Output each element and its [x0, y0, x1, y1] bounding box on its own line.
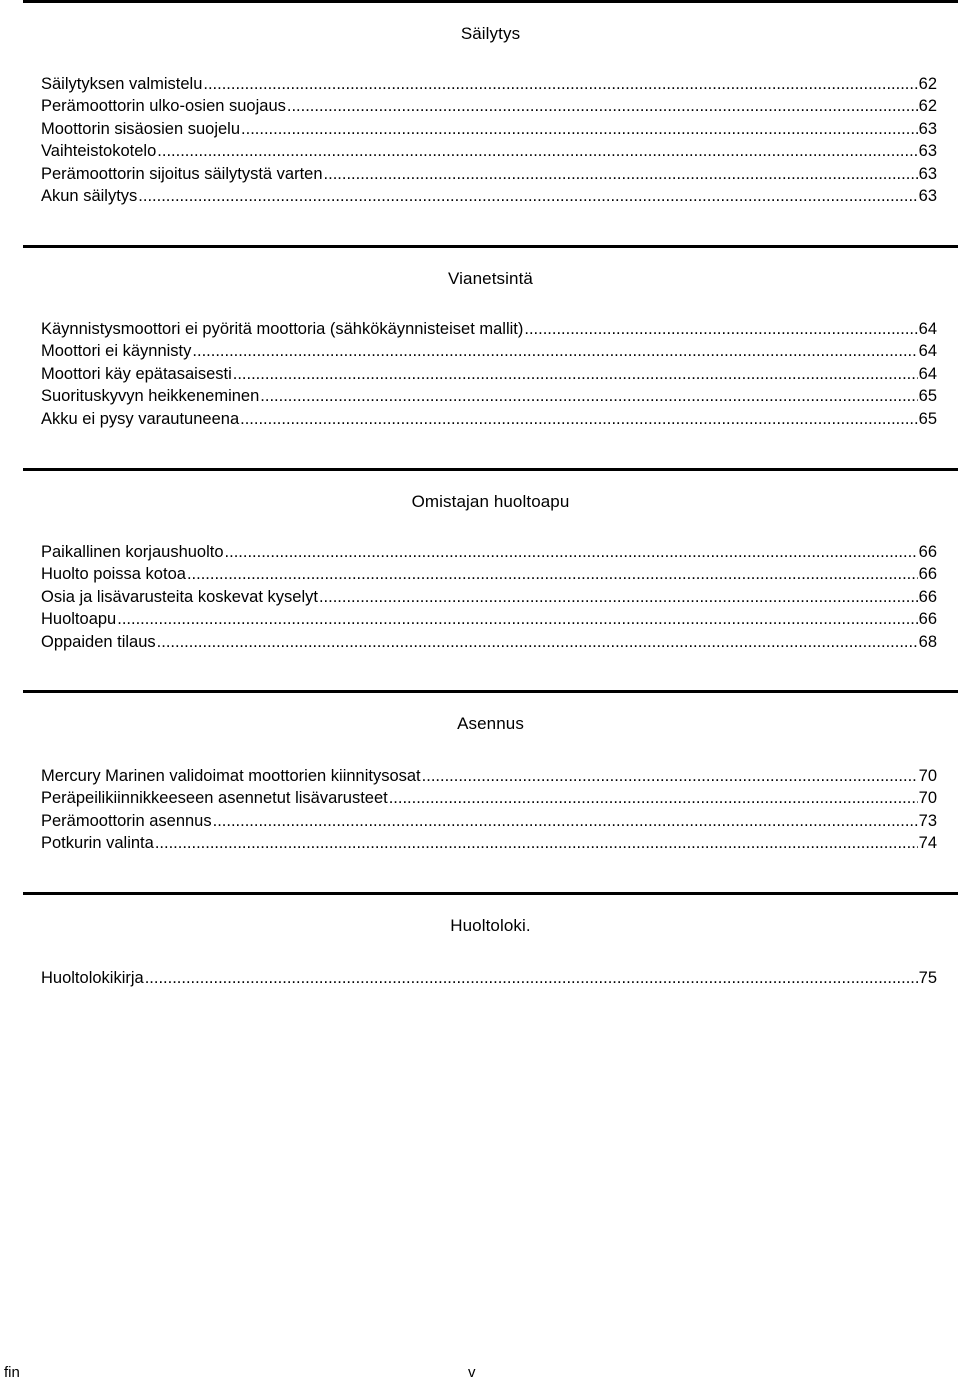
toc-entries	[41, 765, 937, 855]
section-rule	[23, 245, 958, 248]
footer-language: fin	[4, 1364, 20, 1381]
dot-leader	[155, 832, 918, 854]
toc-entry-title: Käynnistysmoottori ei pyöritä moottoria (sähkökäynnisteiset mallit)	[41, 320, 524, 338]
section-heading: Asennus	[457, 714, 524, 733]
toc-entry-page: 64	[918, 342, 937, 361]
dot-leader	[240, 408, 918, 430]
dot-leader	[157, 631, 918, 653]
toc-entry[interactable]	[41, 363, 937, 385]
dot-leader	[203, 73, 917, 95]
toc-entry-page: 63	[918, 186, 937, 205]
toc-entry-title: Perämoottorin ulko-osien suojaus	[41, 97, 286, 116]
toc-entry-title: Säilytyksen valmistelu	[41, 75, 203, 93]
toc-entry[interactable]	[41, 832, 937, 854]
toc-section	[23, 892, 958, 987]
toc-entry-title: Perämoottorin asennus	[41, 811, 212, 830]
toc-entry[interactable]	[41, 118, 937, 140]
dot-leader	[138, 185, 917, 207]
toc-entry-title: Moottorin sisäosien suojelu	[41, 119, 241, 138]
toc-entry-title: Osia ja lisävarusteita koskevat kyselyt	[41, 587, 318, 606]
toc-entry-title: Akku ei pysy varautuneena	[41, 409, 240, 428]
toc-entry-page: 70	[918, 789, 937, 808]
dot-leader	[117, 608, 917, 630]
toc-entry-title: Mercury Marinen validoimat moottorien kiinnitysosat	[41, 767, 421, 785]
toc-entry[interactable]	[41, 608, 937, 630]
toc-entry[interactable]	[41, 563, 937, 585]
section-rule	[23, 0, 958, 3]
section-rule	[23, 690, 958, 693]
toc-entry-page: 63	[918, 119, 937, 138]
toc-entry[interactable]	[41, 586, 937, 608]
toc-entry-page: 65	[918, 409, 937, 428]
dot-leader	[324, 163, 918, 185]
toc-entries	[41, 541, 937, 653]
dot-leader	[389, 787, 918, 809]
toc-entry-title: Peräpeilikiinnikkeeseen asennetut lisävarusteet	[41, 789, 388, 808]
dot-leader	[260, 385, 917, 407]
toc-entry-title: Moottori käy epätasaisesti	[41, 364, 232, 383]
toc-entry-page: 62	[918, 97, 937, 116]
toc-entry-page: 63	[918, 142, 937, 161]
toc-entry-page: 66	[918, 587, 937, 606]
dot-leader	[422, 765, 918, 787]
toc-entries	[41, 967, 937, 989]
toc-entry[interactable]	[41, 318, 937, 340]
dot-leader	[287, 95, 918, 117]
toc-entry-page: 63	[918, 164, 937, 183]
toc-section	[23, 245, 958, 428]
toc-entry-page: 66	[918, 565, 937, 584]
toc-entry-page: 62	[918, 75, 937, 93]
toc-entries	[41, 73, 937, 207]
toc-entry-title: Paikallinen korjaushuolto	[41, 543, 224, 561]
toc-entry-page: 73	[918, 811, 937, 830]
toc-entry-page: 75	[918, 969, 937, 987]
section-heading: Säilytys	[460, 24, 521, 43]
toc-entry-page: 64	[918, 364, 937, 383]
dot-leader	[225, 541, 918, 563]
toc-entry-title: Huoltoapu	[41, 610, 117, 629]
section-heading: Huoltoloki.	[450, 916, 531, 935]
toc-entry-title: Perämoottorin sijoitus säilytystä varten	[41, 164, 323, 183]
toc-entry[interactable]	[41, 408, 937, 430]
toc-entry-title: Huoltolokikirja	[41, 969, 144, 987]
dot-leader	[319, 586, 918, 608]
footer-page-number: v	[468, 1364, 476, 1381]
toc-entry-page: 68	[918, 632, 937, 651]
toc-section	[23, 0, 958, 205]
section-heading: Omistajan huoltoapu	[411, 492, 570, 511]
toc-entry-page: 66	[918, 543, 937, 561]
toc-entry[interactable]	[41, 73, 937, 95]
toc-section	[23, 468, 958, 651]
toc-entry[interactable]	[41, 163, 937, 185]
toc-entry[interactable]	[41, 787, 937, 809]
dot-leader	[233, 363, 918, 385]
toc-section	[23, 690, 958, 853]
toc-entry-page: 65	[918, 387, 937, 406]
section-rule	[23, 892, 958, 895]
dot-leader	[524, 318, 917, 340]
toc-entry-page: 74	[918, 834, 937, 853]
dot-leader	[213, 810, 918, 832]
toc-entry-title: Akun säilytys	[41, 186, 138, 205]
toc-entry-title: Vaihteistokotelo	[41, 142, 157, 161]
toc-entry[interactable]	[41, 95, 937, 117]
dot-leader	[145, 967, 918, 989]
section-heading: Vianetsintä	[448, 269, 533, 288]
toc-entry-title: Potkurin valinta	[41, 834, 154, 853]
toc-entry[interactable]	[41, 385, 937, 407]
toc-entry[interactable]	[41, 140, 937, 162]
toc-entry[interactable]	[41, 541, 937, 563]
toc-entry[interactable]	[41, 340, 937, 362]
toc-entry-title: Huolto poissa kotoa	[41, 565, 186, 584]
toc-entry-page: 66	[918, 610, 937, 629]
toc-entry-title: Oppaiden tilaus	[41, 632, 156, 651]
dot-leader	[187, 563, 918, 585]
toc-entry[interactable]	[41, 810, 937, 832]
toc-entry[interactable]	[41, 631, 937, 653]
toc-entry[interactable]	[41, 765, 937, 787]
toc-entry-title: Moottori ei käynnisty	[41, 342, 192, 361]
toc-entry-page: 70	[918, 767, 937, 785]
dot-leader	[241, 118, 918, 140]
toc-entry-page: 64	[918, 320, 937, 338]
toc-entries	[41, 318, 937, 430]
dot-leader	[192, 340, 917, 362]
dot-leader	[157, 140, 917, 162]
section-rule	[23, 468, 958, 471]
toc-entry[interactable]	[41, 967, 937, 989]
toc-entry[interactable]	[41, 185, 937, 207]
toc-entry-title: Suorituskyvyn heikkeneminen	[41, 387, 260, 406]
